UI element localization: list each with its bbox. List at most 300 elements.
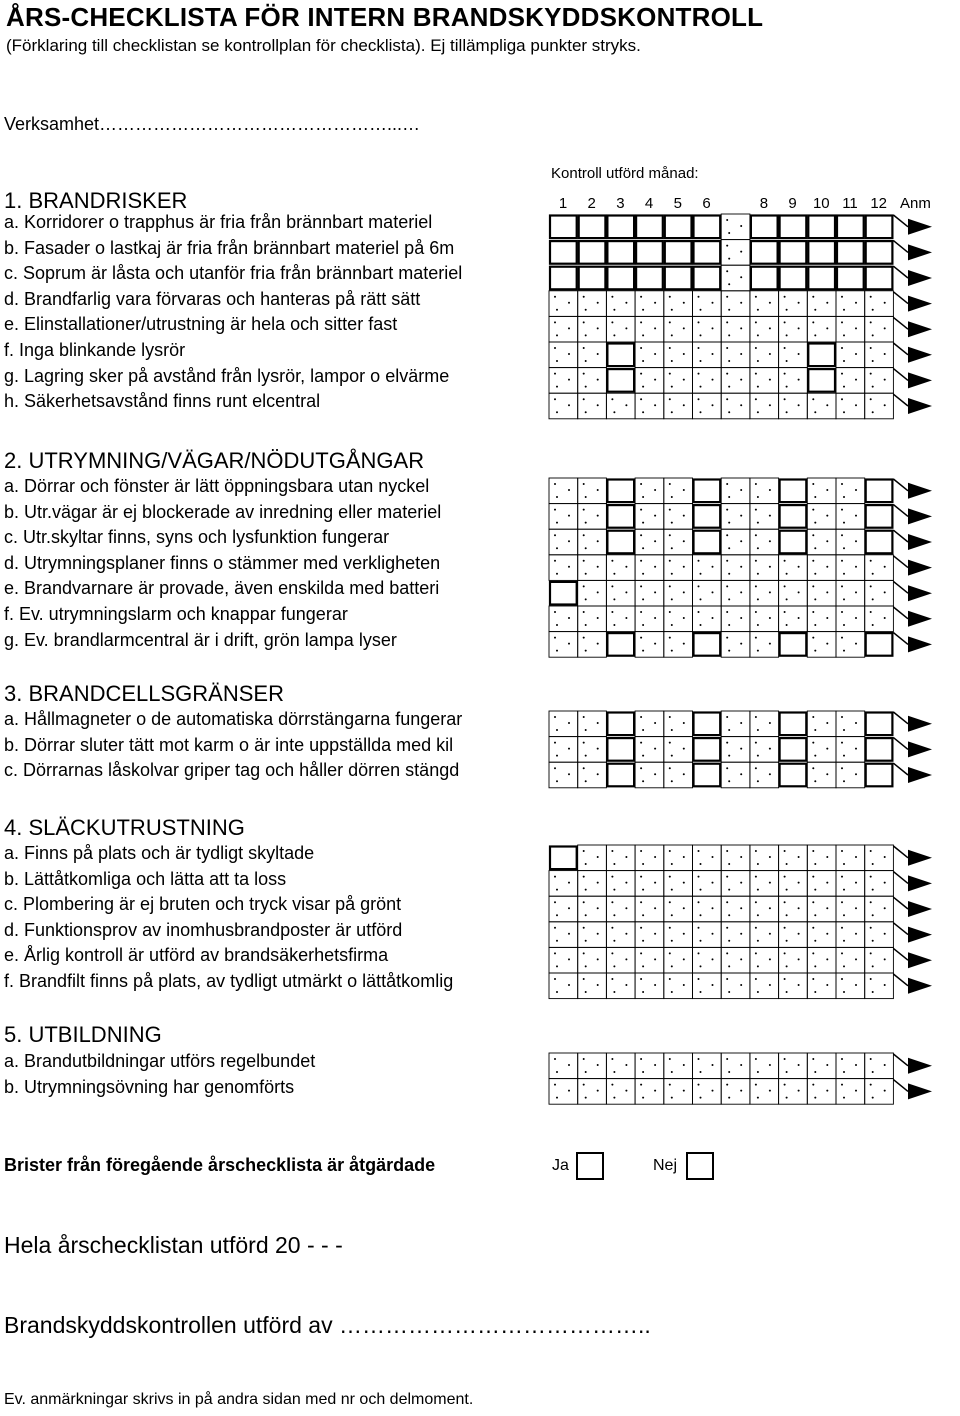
month-cell-grid[interactable] (664, 316, 693, 342)
month-cell-grid[interactable] (721, 240, 750, 266)
month-cell-grid[interactable] (549, 291, 578, 317)
month-checkbox[interactable] (694, 480, 721, 503)
month-cell-grid[interactable] (807, 947, 836, 973)
month-cell-grid[interactable] (549, 368, 578, 394)
month-cell-grid[interactable] (721, 871, 750, 897)
month-cell-grid[interactable] (578, 529, 607, 555)
month-cell-grid[interactable] (721, 580, 750, 606)
month-cell-grid[interactable] (693, 1079, 722, 1105)
month-cell-grid[interactable] (807, 555, 836, 581)
month-cell-grid[interactable] (836, 316, 865, 342)
month-cell-grid[interactable] (664, 973, 693, 999)
month-checkbox[interactable] (550, 267, 577, 290)
month-checkbox[interactable] (694, 531, 721, 554)
month-cell-grid[interactable] (606, 580, 635, 606)
month-cell-grid[interactable] (693, 316, 722, 342)
month-cell-grid[interactable] (664, 871, 693, 897)
month-cell-grid[interactable] (578, 316, 607, 342)
month-cell-grid[interactable] (836, 529, 865, 555)
month-cell-grid[interactable] (664, 711, 693, 737)
remark-arrow-icon[interactable] (908, 270, 932, 286)
remark-arrow-icon[interactable] (908, 850, 932, 866)
remark-arrow-icon[interactable] (908, 611, 932, 627)
month-checkbox[interactable] (550, 582, 577, 605)
month-checkbox[interactable] (694, 216, 721, 239)
month-cell-grid[interactable] (549, 973, 578, 999)
month-cell-grid[interactable] (721, 762, 750, 788)
month-cell-grid[interactable] (635, 762, 664, 788)
month-cell-grid[interactable] (664, 342, 693, 368)
month-checkbox[interactable] (837, 241, 864, 264)
month-cell-grid[interactable] (635, 947, 664, 973)
month-cell-grid[interactable] (635, 896, 664, 922)
month-cell-grid[interactable] (750, 580, 779, 606)
month-cell-grid[interactable] (865, 368, 894, 394)
month-cell-grid[interactable] (836, 368, 865, 394)
month-cell-grid[interactable] (836, 1053, 865, 1079)
month-checkbox[interactable] (808, 369, 835, 392)
month-cell-grid[interactable] (549, 737, 578, 763)
month-cell-grid[interactable] (606, 291, 635, 317)
completion-date-line[interactable]: Hela årschecklistan utförd 20 - - - (4, 1232, 343, 1258)
month-cell-grid[interactable] (836, 504, 865, 530)
month-cell-grid[interactable] (578, 632, 607, 658)
month-checkbox[interactable] (694, 241, 721, 264)
month-checkbox[interactable] (694, 764, 721, 787)
month-cell-grid[interactable] (779, 845, 808, 871)
remark-arrow-icon[interactable] (908, 1058, 932, 1074)
month-cell-grid[interactable] (836, 896, 865, 922)
month-cell-grid[interactable] (578, 1053, 607, 1079)
month-cell-grid[interactable] (721, 265, 750, 291)
month-cell-grid[interactable] (578, 555, 607, 581)
month-cell-grid[interactable] (807, 737, 836, 763)
month-cell-grid[interactable] (549, 632, 578, 658)
month-cell-grid[interactable] (635, 291, 664, 317)
month-checkbox[interactable] (866, 480, 893, 503)
month-checkbox[interactable] (607, 764, 634, 787)
month-cell-grid[interactable] (807, 291, 836, 317)
month-cell-grid[interactable] (635, 1079, 664, 1105)
month-cell-grid[interactable] (721, 922, 750, 948)
month-cell-grid[interactable] (836, 393, 865, 419)
remark-arrow-icon[interactable] (908, 372, 932, 388)
month-cell-grid[interactable] (635, 555, 664, 581)
month-checkbox[interactable] (694, 633, 721, 656)
month-cell-grid[interactable] (693, 580, 722, 606)
month-cell-grid[interactable] (664, 555, 693, 581)
month-cell-grid[interactable] (807, 711, 836, 737)
month-checkbox[interactable] (607, 241, 634, 264)
month-cell-grid[interactable] (664, 478, 693, 504)
month-cell-grid[interactable] (693, 922, 722, 948)
month-checkbox[interactable] (694, 505, 721, 528)
month-cell-grid[interactable] (807, 922, 836, 948)
month-cell-grid[interactable] (549, 529, 578, 555)
remark-arrow-icon[interactable] (908, 716, 932, 732)
month-cell-grid[interactable] (836, 762, 865, 788)
month-checkbox[interactable] (866, 505, 893, 528)
month-cell-grid[interactable] (606, 896, 635, 922)
month-cell-grid[interactable] (635, 845, 664, 871)
month-cell-grid[interactable] (836, 737, 865, 763)
month-checkbox[interactable] (636, 241, 663, 264)
month-cell-grid[interactable] (750, 632, 779, 658)
month-cell-grid[interactable] (865, 393, 894, 419)
month-cell-grid[interactable] (664, 845, 693, 871)
performed-by-line[interactable]: Brandskyddskontrollen utförd av ………………………………….. (4, 1312, 651, 1338)
month-cell-grid[interactable] (750, 871, 779, 897)
remark-arrow-icon[interactable] (908, 321, 932, 337)
month-cell-grid[interactable] (664, 737, 693, 763)
month-cell-grid[interactable] (606, 316, 635, 342)
month-cell-grid[interactable] (635, 737, 664, 763)
month-cell-grid[interactable] (750, 896, 779, 922)
month-cell-grid[interactable] (807, 973, 836, 999)
month-cell-grid[interactable] (549, 762, 578, 788)
month-cell-grid[interactable] (721, 478, 750, 504)
month-cell-grid[interactable] (693, 342, 722, 368)
month-cell-grid[interactable] (578, 504, 607, 530)
month-cell-grid[interactable] (578, 737, 607, 763)
month-cell-grid[interactable] (635, 1053, 664, 1079)
month-cell-grid[interactable] (635, 393, 664, 419)
month-cell-grid[interactable] (606, 973, 635, 999)
month-cell-grid[interactable] (779, 606, 808, 632)
month-cell-grid[interactable] (865, 316, 894, 342)
month-cell-grid[interactable] (836, 711, 865, 737)
remark-arrow-icon[interactable] (908, 347, 932, 363)
remark-arrow-icon[interactable] (908, 508, 932, 524)
month-cell-grid[interactable] (721, 1079, 750, 1105)
month-cell-grid[interactable] (635, 316, 664, 342)
month-checkbox[interactable] (808, 241, 835, 264)
month-cell-grid[interactable] (865, 555, 894, 581)
month-checkbox[interactable] (780, 764, 807, 787)
month-cell-grid[interactable] (664, 762, 693, 788)
month-checkbox[interactable] (808, 267, 835, 290)
month-cell-grid[interactable] (664, 896, 693, 922)
month-checkbox[interactable] (550, 241, 577, 264)
month-cell-grid[interactable] (578, 973, 607, 999)
month-cell-grid[interactable] (635, 632, 664, 658)
remark-arrow-icon[interactable] (908, 534, 932, 550)
month-cell-grid[interactable] (721, 973, 750, 999)
month-cell-grid[interactable] (693, 973, 722, 999)
month-cell-grid[interactable] (750, 711, 779, 737)
month-checkbox[interactable] (579, 267, 606, 290)
ja-checkbox[interactable] (576, 1152, 604, 1180)
month-cell-grid[interactable] (549, 922, 578, 948)
month-cell-grid[interactable] (750, 947, 779, 973)
month-cell-grid[interactable] (865, 922, 894, 948)
month-cell-grid[interactable] (578, 478, 607, 504)
remark-arrow-icon[interactable] (908, 952, 932, 968)
month-cell-grid[interactable] (549, 555, 578, 581)
month-cell-grid[interactable] (664, 393, 693, 419)
month-cell-grid[interactable] (836, 580, 865, 606)
month-cell-grid[interactable] (750, 529, 779, 555)
month-cell-grid[interactable] (578, 291, 607, 317)
month-cell-grid[interactable] (549, 316, 578, 342)
month-cell-grid[interactable] (693, 947, 722, 973)
month-cell-grid[interactable] (549, 1053, 578, 1079)
month-cell-grid[interactable] (606, 947, 635, 973)
month-checkbox[interactable] (694, 267, 721, 290)
month-checkbox[interactable] (808, 344, 835, 367)
remark-arrow-icon[interactable] (908, 244, 932, 260)
month-checkbox[interactable] (866, 633, 893, 656)
month-checkbox[interactable] (866, 216, 893, 239)
month-cell-grid[interactable] (721, 316, 750, 342)
month-cell-grid[interactable] (779, 316, 808, 342)
month-cell-grid[interactable] (635, 973, 664, 999)
month-cell-grid[interactable] (779, 871, 808, 897)
month-cell-grid[interactable] (578, 922, 607, 948)
month-cell-grid[interactable] (635, 368, 664, 394)
month-cell-grid[interactable] (750, 478, 779, 504)
month-cell-grid[interactable] (750, 1079, 779, 1105)
month-cell-grid[interactable] (807, 632, 836, 658)
month-checkbox[interactable] (780, 267, 807, 290)
remark-arrow-icon[interactable] (908, 927, 932, 943)
month-cell-grid[interactable] (606, 393, 635, 419)
month-checkbox[interactable] (607, 344, 634, 367)
month-cell-grid[interactable] (721, 737, 750, 763)
month-cell-grid[interactable] (865, 1053, 894, 1079)
month-cell-grid[interactable] (549, 896, 578, 922)
month-cell-grid[interactable] (693, 871, 722, 897)
month-cell-grid[interactable] (750, 973, 779, 999)
month-cell-grid[interactable] (578, 896, 607, 922)
month-cell-grid[interactable] (635, 529, 664, 555)
month-cell-grid[interactable] (693, 291, 722, 317)
month-cell-grid[interactable] (693, 1053, 722, 1079)
month-cell-grid[interactable] (635, 606, 664, 632)
month-checkbox[interactable] (607, 505, 634, 528)
month-checkbox[interactable] (866, 531, 893, 554)
month-cell-grid[interactable] (578, 393, 607, 419)
month-cell-grid[interactable] (721, 845, 750, 871)
month-checkbox[interactable] (607, 633, 634, 656)
month-cell-grid[interactable] (721, 1053, 750, 1079)
month-cell-grid[interactable] (865, 1079, 894, 1105)
month-cell-grid[interactable] (721, 896, 750, 922)
month-cell-grid[interactable] (807, 845, 836, 871)
month-cell-grid[interactable] (779, 580, 808, 606)
month-cell-grid[interactable] (750, 1053, 779, 1079)
month-cell-grid[interactable] (664, 529, 693, 555)
month-cell-grid[interactable] (721, 632, 750, 658)
month-cell-grid[interactable] (578, 947, 607, 973)
month-cell-grid[interactable] (721, 947, 750, 973)
month-cell-grid[interactable] (836, 291, 865, 317)
month-cell-grid[interactable] (807, 1053, 836, 1079)
remark-arrow-icon[interactable] (908, 296, 932, 312)
month-cell-grid[interactable] (549, 947, 578, 973)
remark-arrow-icon[interactable] (908, 978, 932, 994)
month-cell-grid[interactable] (779, 1053, 808, 1079)
month-checkbox[interactable] (808, 216, 835, 239)
month-cell-grid[interactable] (750, 762, 779, 788)
remark-arrow-icon[interactable] (908, 901, 932, 917)
month-cell-grid[interactable] (750, 291, 779, 317)
month-cell-grid[interactable] (693, 555, 722, 581)
month-cell-grid[interactable] (779, 973, 808, 999)
month-checkbox[interactable] (550, 847, 577, 870)
month-cell-grid[interactable] (578, 342, 607, 368)
remark-arrow-icon[interactable] (908, 1083, 932, 1099)
month-checkbox[interactable] (636, 216, 663, 239)
month-cell-grid[interactable] (807, 504, 836, 530)
month-cell-grid[interactable] (606, 845, 635, 871)
month-cell-grid[interactable] (635, 478, 664, 504)
remark-arrow-icon[interactable] (908, 483, 932, 499)
month-cell-grid[interactable] (779, 896, 808, 922)
month-cell-grid[interactable] (664, 922, 693, 948)
month-checkbox[interactable] (751, 216, 778, 239)
month-cell-grid[interactable] (693, 845, 722, 871)
month-cell-grid[interactable] (635, 871, 664, 897)
month-cell-grid[interactable] (750, 316, 779, 342)
month-cell-grid[interactable] (779, 922, 808, 948)
month-cell-grid[interactable] (606, 1079, 635, 1105)
month-checkbox[interactable] (780, 531, 807, 554)
month-cell-grid[interactable] (693, 896, 722, 922)
month-cell-grid[interactable] (779, 555, 808, 581)
month-checkbox[interactable] (579, 216, 606, 239)
month-cell-grid[interactable] (721, 368, 750, 394)
month-cell-grid[interactable] (721, 291, 750, 317)
nej-checkbox[interactable] (686, 1152, 714, 1180)
month-checkbox[interactable] (780, 480, 807, 503)
month-cell-grid[interactable] (664, 606, 693, 632)
month-cell-grid[interactable] (836, 342, 865, 368)
month-cell-grid[interactable] (578, 845, 607, 871)
month-cell-grid[interactable] (664, 291, 693, 317)
month-checkbox[interactable] (780, 633, 807, 656)
month-cell-grid[interactable] (836, 632, 865, 658)
month-checkbox[interactable] (837, 216, 864, 239)
month-cell-grid[interactable] (578, 606, 607, 632)
month-checkbox[interactable] (607, 480, 634, 503)
month-cell-grid[interactable] (865, 291, 894, 317)
remark-arrow-icon[interactable] (908, 741, 932, 757)
month-cell-grid[interactable] (750, 606, 779, 632)
month-cell-grid[interactable] (549, 871, 578, 897)
month-checkbox[interactable] (607, 369, 634, 392)
month-cell-grid[interactable] (721, 393, 750, 419)
month-checkbox[interactable] (550, 216, 577, 239)
month-cell-grid[interactable] (865, 871, 894, 897)
month-cell-grid[interactable] (693, 606, 722, 632)
month-cell-grid[interactable] (635, 922, 664, 948)
month-checkbox[interactable] (780, 505, 807, 528)
month-cell-grid[interactable] (721, 711, 750, 737)
month-cell-grid[interactable] (664, 632, 693, 658)
month-cell-grid[interactable] (750, 368, 779, 394)
remark-arrow-icon[interactable] (908, 636, 932, 652)
month-checkbox[interactable] (579, 241, 606, 264)
month-cell-grid[interactable] (549, 711, 578, 737)
month-cell-grid[interactable] (836, 973, 865, 999)
month-cell-grid[interactable] (779, 947, 808, 973)
month-checkbox[interactable] (665, 216, 692, 239)
month-checkbox[interactable] (607, 738, 634, 761)
month-cell-grid[interactable] (664, 1053, 693, 1079)
month-cell-grid[interactable] (664, 580, 693, 606)
month-cell-grid[interactable] (549, 606, 578, 632)
month-checkbox[interactable] (607, 713, 634, 736)
remark-arrow-icon[interactable] (908, 219, 932, 235)
month-cell-grid[interactable] (750, 504, 779, 530)
month-checkbox[interactable] (607, 216, 634, 239)
month-cell-grid[interactable] (549, 393, 578, 419)
month-cell-grid[interactable] (807, 762, 836, 788)
month-cell-grid[interactable] (693, 393, 722, 419)
month-cell-grid[interactable] (807, 580, 836, 606)
verksamhet-field[interactable]: Verksamhet…………………………………………...… (4, 114, 421, 134)
month-cell-grid[interactable] (578, 368, 607, 394)
month-cell-grid[interactable] (836, 871, 865, 897)
remark-arrow-icon[interactable] (908, 875, 932, 891)
month-cell-grid[interactable] (664, 504, 693, 530)
month-cell-grid[interactable] (750, 555, 779, 581)
month-checkbox[interactable] (866, 764, 893, 787)
month-cell-grid[interactable] (664, 368, 693, 394)
month-cell-grid[interactable] (807, 393, 836, 419)
month-cell-grid[interactable] (721, 529, 750, 555)
month-cell-grid[interactable] (807, 606, 836, 632)
month-checkbox[interactable] (866, 738, 893, 761)
month-checkbox[interactable] (665, 267, 692, 290)
remark-arrow-icon[interactable] (908, 398, 932, 414)
month-cell-grid[interactable] (779, 368, 808, 394)
month-cell-grid[interactable] (664, 1079, 693, 1105)
month-cell-grid[interactable] (865, 845, 894, 871)
month-cell-grid[interactable] (807, 871, 836, 897)
month-checkbox[interactable] (780, 216, 807, 239)
month-checkbox[interactable] (780, 713, 807, 736)
month-checkbox[interactable] (866, 267, 893, 290)
month-cell-grid[interactable] (807, 478, 836, 504)
month-cell-grid[interactable] (836, 555, 865, 581)
month-cell-grid[interactable] (836, 922, 865, 948)
month-cell-grid[interactable] (635, 342, 664, 368)
month-cell-grid[interactable] (549, 342, 578, 368)
month-checkbox[interactable] (751, 241, 778, 264)
month-cell-grid[interactable] (836, 478, 865, 504)
month-cell-grid[interactable] (635, 711, 664, 737)
month-checkbox[interactable] (694, 713, 721, 736)
month-cell-grid[interactable] (865, 580, 894, 606)
month-cell-grid[interactable] (578, 871, 607, 897)
month-cell-grid[interactable] (865, 342, 894, 368)
month-cell-grid[interactable] (721, 342, 750, 368)
month-cell-grid[interactable] (865, 973, 894, 999)
month-cell-grid[interactable] (578, 1079, 607, 1105)
month-cell-grid[interactable] (750, 845, 779, 871)
month-cell-grid[interactable] (549, 504, 578, 530)
month-cell-grid[interactable] (549, 478, 578, 504)
month-cell-grid[interactable] (606, 606, 635, 632)
month-cell-grid[interactable] (606, 922, 635, 948)
month-checkbox[interactable] (866, 241, 893, 264)
month-checkbox[interactable] (607, 267, 634, 290)
month-cell-grid[interactable] (779, 393, 808, 419)
month-cell-grid[interactable] (836, 845, 865, 871)
month-cell-grid[interactable] (578, 580, 607, 606)
